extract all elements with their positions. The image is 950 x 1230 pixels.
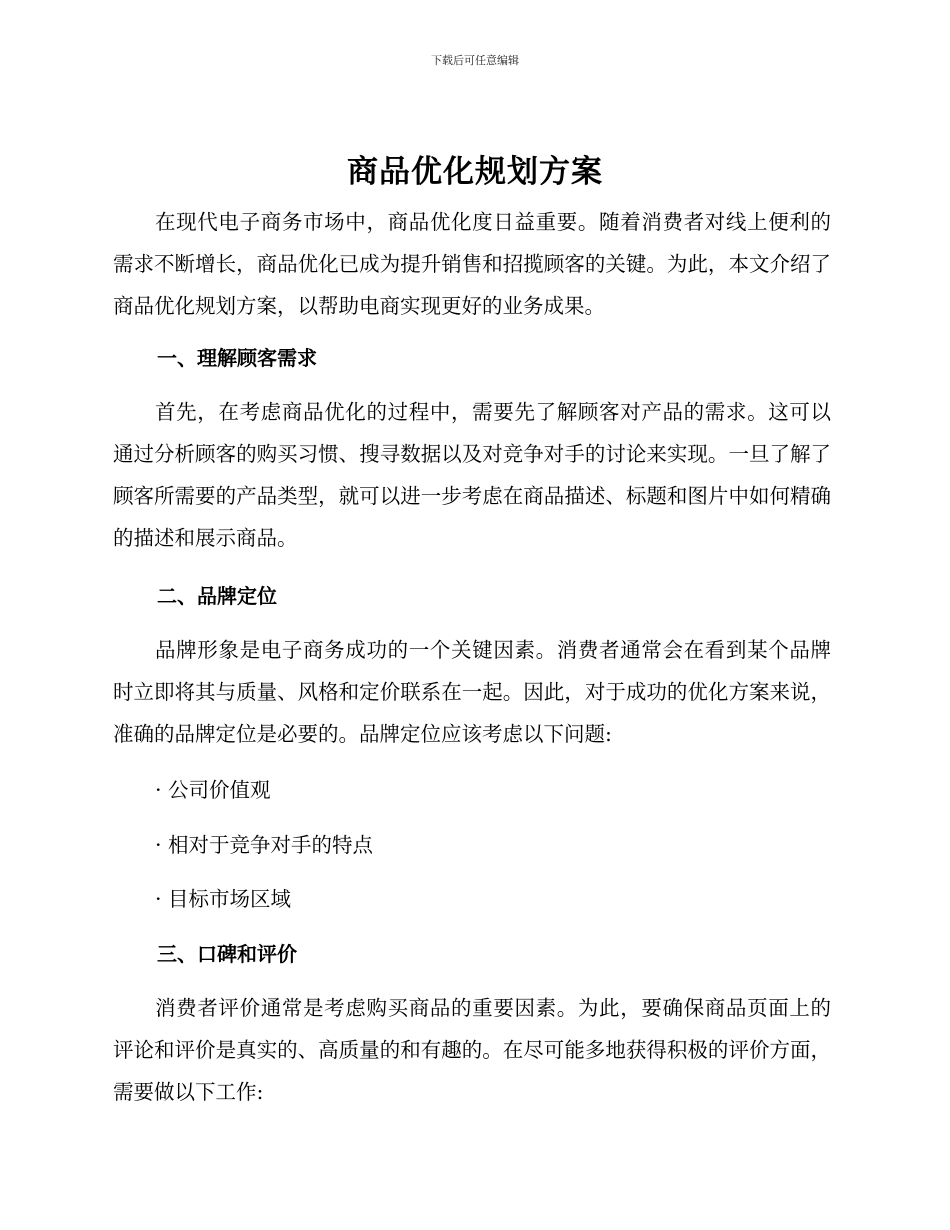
bullet-symbol: ·: [155, 778, 162, 802]
bullet-text: 公司价值观: [168, 778, 271, 802]
section-heading-2: 二、品牌定位: [157, 584, 277, 608]
bullet-text: 目标市场区域: [168, 887, 291, 911]
section-heading-3: 三、口碑和评价: [157, 942, 297, 966]
bullet-text: 相对于竞争对手的特点: [168, 833, 373, 857]
section-2-paragraph: 品牌形象是电子商务成功的一个关键因素。消费者通常会在看到某个品牌时立即将其与质量、风格和定价联系在一起。因此，对于成功的优化方案来说，准确的品牌定位是必要的。品牌定位应该考虑以下问题:: [113, 638, 831, 746]
bullet-item-1: [155, 775, 271, 805]
section-3-paragraph: 消费者评价通常是考虑购买商品的重要因素。为此，要确保商品页面上的评论和评价是真实的、高质量的和有趣的。在尽可能多地获得积极的评价方面，需要做以下工作:: [113, 996, 831, 1104]
intro-paragraph: 在现代电子商务市场中，商品优化度日益重要。随着消费者对线上便利的需求不断增长，商品优化已成为提升销售和招揽顾客的关键。为此，本文介绍了商品优化规划方案，以帮助电商实现更好的业务成果。: [113, 210, 831, 318]
bullet-symbol: ·: [155, 887, 162, 911]
document-title: 商品优化规划方案: [347, 154, 603, 190]
section-heading-1: 一、理解顾客需求: [157, 346, 317, 370]
bullet-item-2: [155, 830, 373, 860]
bullet-item-3: [155, 884, 291, 914]
section-1-paragraph: 首先，在考虑商品优化的过程中，需要先了解顾客对产品的需求。这可以通过分析顾客的购买习惯、搜寻数据以及对竞争对手的讨论来实现。一旦了解了顾客所需要的产品类型，就可以进一步考虑在商品描述、标题和图片中如何精确的描述和展示商品。: [113, 400, 831, 550]
header-note: 下载后可任意编辑: [431, 54, 519, 67]
bullet-symbol: ·: [155, 833, 162, 857]
